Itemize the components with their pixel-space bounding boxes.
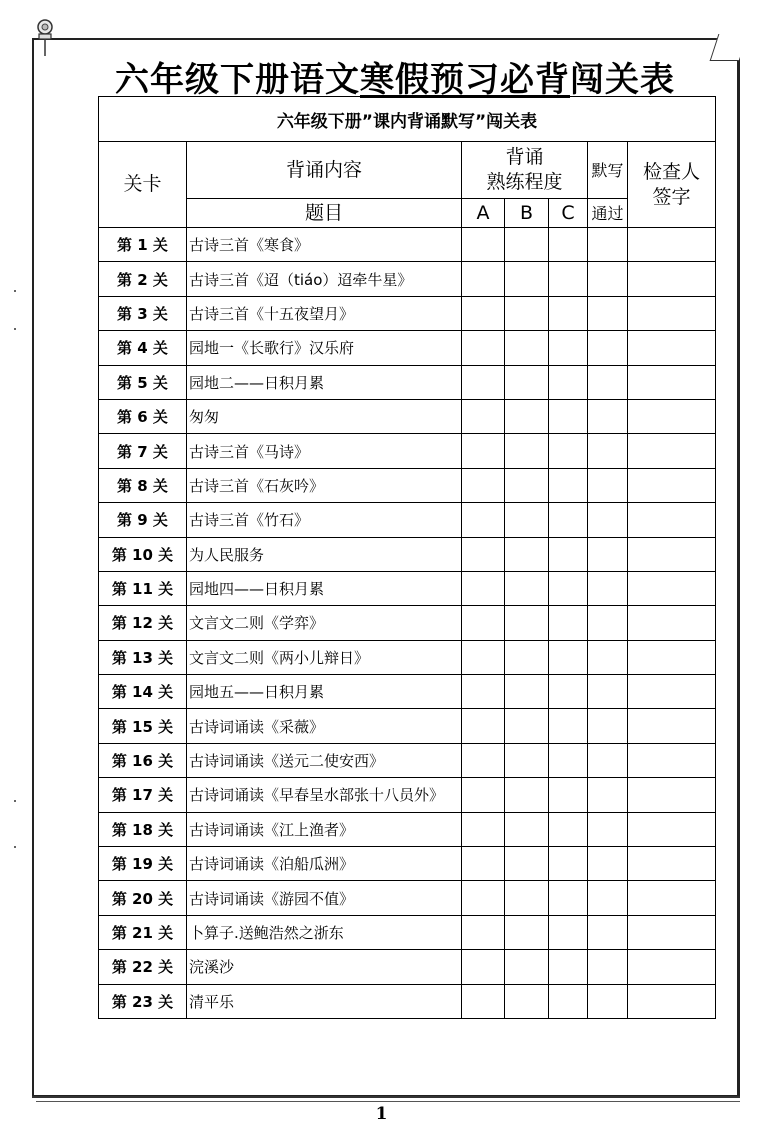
table-row <box>99 640 716 674</box>
grade-c-cell[interactable] <box>549 812 588 846</box>
grade-a-cell[interactable] <box>462 950 505 984</box>
signature-cell[interactable] <box>628 606 716 640</box>
grade-b-cell[interactable] <box>505 640 549 674</box>
grade-b-cell[interactable] <box>505 365 549 399</box>
grade-a-cell[interactable] <box>462 847 505 881</box>
grade-c-cell[interactable] <box>549 881 588 915</box>
table-row <box>99 675 716 709</box>
header-checker <box>628 142 716 228</box>
level-cell: 第 5 关 <box>99 365 187 399</box>
grade-c-cell[interactable] <box>549 262 588 296</box>
level-cell: 第 10 关 <box>99 537 187 571</box>
signature-cell[interactable] <box>628 743 716 777</box>
title-cell: 匆匆 <box>187 399 462 433</box>
table-row <box>99 331 716 365</box>
passed-cell[interactable] <box>588 296 628 330</box>
header-checker-line1: 检查人 <box>642 160 700 183</box>
grade-a-cell[interactable] <box>462 915 505 949</box>
header-content: 背诵内容 <box>187 142 462 199</box>
grade-a-cell[interactable] <box>462 365 505 399</box>
signature-cell[interactable] <box>628 468 716 502</box>
grade-a-cell[interactable] <box>462 984 505 1018</box>
header-dictation: 默写 <box>588 142 628 199</box>
passed-cell[interactable] <box>588 365 628 399</box>
signature-cell[interactable] <box>628 365 716 399</box>
header-grade-a: A <box>462 199 505 228</box>
level-cell: 第 6 关 <box>99 399 187 433</box>
passed-cell[interactable] <box>588 778 628 812</box>
level-cell: 第 21 关 <box>99 915 187 949</box>
grade-b-cell[interactable] <box>505 881 549 915</box>
scan-speck <box>14 800 16 802</box>
signature-cell[interactable] <box>628 915 716 949</box>
grade-b-cell[interactable] <box>505 675 549 709</box>
passed-cell[interactable] <box>588 399 628 433</box>
footer-divider-thin <box>36 1101 740 1102</box>
table-row <box>99 743 716 777</box>
signature-cell[interactable] <box>628 331 716 365</box>
level-cell: 第 9 关 <box>99 503 187 537</box>
level-cell: 第 17 关 <box>99 778 187 812</box>
passed-cell[interactable] <box>588 606 628 640</box>
level-cell: 第 18 关 <box>99 812 187 846</box>
title-cell: 文言文二则《学弈》 <box>187 606 462 640</box>
title-cell: 古诗三首《寒食》 <box>187 228 462 262</box>
grade-a-cell[interactable] <box>462 812 505 846</box>
grade-a-cell[interactable] <box>462 743 505 777</box>
grade-b-cell[interactable] <box>505 571 549 605</box>
grade-a-cell[interactable] <box>462 296 505 330</box>
signature-cell[interactable] <box>628 778 716 812</box>
grade-b-cell[interactable] <box>505 434 549 468</box>
grade-b-cell[interactable] <box>505 950 549 984</box>
grade-b-cell[interactable] <box>505 709 549 743</box>
table-row <box>99 709 716 743</box>
title-cell: 古诗三首《竹石》 <box>187 503 462 537</box>
grade-a-cell[interactable] <box>462 503 505 537</box>
passed-cell[interactable] <box>588 675 628 709</box>
title-cell: 古诗三首《迢（tiáo）迢牵牛星》 <box>187 262 462 296</box>
passed-cell[interactable] <box>588 881 628 915</box>
title-cell: 古诗词诵读《早春呈水部张十八员外》 <box>187 778 462 812</box>
grade-c-cell[interactable] <box>549 365 588 399</box>
passed-cell[interactable] <box>588 640 628 674</box>
footer-divider <box>32 1096 740 1098</box>
signature-cell[interactable] <box>628 640 716 674</box>
grade-b-cell[interactable] <box>505 812 549 846</box>
grade-c-cell[interactable] <box>549 709 588 743</box>
table-subtitle: 六年级下册”课内背诵默写”闯关表 <box>99 97 716 142</box>
title-part-1: 六年级下册语文 <box>115 60 360 100</box>
grade-c-cell[interactable] <box>549 537 588 571</box>
table-row <box>99 881 716 915</box>
grade-b-cell[interactable] <box>505 847 549 881</box>
level-cell: 第 7 关 <box>99 434 187 468</box>
checklist-table-wrapper <box>98 96 716 1019</box>
table-row <box>99 399 716 433</box>
passed-cell[interactable] <box>588 537 628 571</box>
grade-a-cell[interactable] <box>462 778 505 812</box>
signature-cell[interactable] <box>628 950 716 984</box>
level-cell: 第 2 关 <box>99 262 187 296</box>
signature-cell[interactable] <box>628 434 716 468</box>
table-row <box>99 434 716 468</box>
table-row <box>99 262 716 296</box>
grade-c-cell[interactable] <box>549 984 588 1018</box>
table-body <box>99 228 716 1019</box>
grade-c-cell[interactable] <box>549 640 588 674</box>
header-passed: 通过 <box>588 199 628 228</box>
grade-c-cell[interactable] <box>549 331 588 365</box>
grade-a-cell[interactable] <box>462 537 505 571</box>
signature-cell[interactable] <box>628 399 716 433</box>
signature-cell[interactable] <box>628 262 716 296</box>
passed-cell[interactable] <box>588 571 628 605</box>
grade-b-cell[interactable] <box>505 984 549 1018</box>
signature-cell[interactable] <box>628 847 716 881</box>
table-row <box>99 950 716 984</box>
signature-cell[interactable] <box>628 709 716 743</box>
passed-cell[interactable] <box>588 950 628 984</box>
passed-cell[interactable] <box>588 915 628 949</box>
level-cell: 第 14 关 <box>99 675 187 709</box>
level-cell: 第 22 关 <box>99 950 187 984</box>
scan-speck <box>14 328 16 330</box>
grade-a-cell[interactable] <box>462 881 505 915</box>
table-row <box>99 503 716 537</box>
level-cell: 第 12 关 <box>99 606 187 640</box>
table-row <box>99 537 716 571</box>
grade-c-cell[interactable] <box>549 399 588 433</box>
grade-c-cell[interactable] <box>549 675 588 709</box>
title-cell: 古诗词诵读《泊船瓜洲》 <box>187 847 462 881</box>
grade-c-cell[interactable] <box>549 296 588 330</box>
grade-b-cell[interactable] <box>505 331 549 365</box>
grade-a-cell[interactable] <box>462 468 505 502</box>
grade-a-cell[interactable] <box>462 606 505 640</box>
header-grade-c: C <box>549 199 588 228</box>
grade-c-cell[interactable] <box>549 571 588 605</box>
grade-b-cell[interactable] <box>505 537 549 571</box>
table-row <box>99 468 716 502</box>
scan-speck <box>14 290 16 292</box>
grade-b-cell[interactable] <box>505 262 549 296</box>
grade-a-cell[interactable] <box>462 228 505 262</box>
level-cell: 第 16 关 <box>99 743 187 777</box>
table-row <box>99 915 716 949</box>
signature-cell[interactable] <box>628 812 716 846</box>
title-cell: 古诗词诵读《采薇》 <box>187 709 462 743</box>
header-fluency-line2: 熟练程度 <box>486 171 563 193</box>
grade-b-cell[interactable] <box>505 503 549 537</box>
title-part-2: 寒假预习必背 <box>360 60 570 100</box>
passed-cell[interactable] <box>588 228 628 262</box>
title-cell: 古诗三首《马诗》 <box>187 434 462 468</box>
grade-a-cell[interactable] <box>462 399 505 433</box>
table-row <box>99 571 716 605</box>
signature-cell[interactable] <box>628 571 716 605</box>
scan-speck <box>14 846 16 848</box>
grade-c-cell[interactable] <box>549 847 588 881</box>
grade-a-cell[interactable] <box>462 571 505 605</box>
title-cell: 古诗词诵读《江上渔者》 <box>187 812 462 846</box>
grade-b-cell[interactable] <box>505 743 549 777</box>
title-part-3: 闯关表 <box>570 60 675 100</box>
signature-cell[interactable] <box>628 537 716 571</box>
grade-a-cell[interactable] <box>462 640 505 674</box>
level-cell: 第 3 关 <box>99 296 187 330</box>
header-level: 关卡 <box>99 142 187 228</box>
level-cell: 第 15 关 <box>99 709 187 743</box>
grade-a-cell[interactable] <box>462 709 505 743</box>
grade-c-cell[interactable] <box>549 606 588 640</box>
passed-cell[interactable] <box>588 262 628 296</box>
signature-cell[interactable] <box>628 228 716 262</box>
checklist-table <box>98 96 716 1019</box>
grade-a-cell[interactable] <box>462 675 505 709</box>
grade-c-cell[interactable] <box>549 915 588 949</box>
grade-c-cell[interactable] <box>549 468 588 502</box>
title-cell: 文言文二则《两小儿辩日》 <box>187 640 462 674</box>
level-cell: 第 11 关 <box>99 571 187 605</box>
header-grade-b: B <box>505 199 549 228</box>
page-number: 1 <box>375 1104 388 1124</box>
passed-cell[interactable] <box>588 434 628 468</box>
title-cell: 园地一《长歌行》汉乐府 <box>187 331 462 365</box>
table-row <box>99 984 716 1018</box>
passed-cell[interactable] <box>588 468 628 502</box>
signature-cell[interactable] <box>628 675 716 709</box>
table-row <box>99 228 716 262</box>
grade-b-cell[interactable] <box>505 915 549 949</box>
title-cell: 园地四——日积月累 <box>187 571 462 605</box>
signature-cell[interactable] <box>628 984 716 1018</box>
table-row <box>99 847 716 881</box>
level-cell: 第 19 关 <box>99 847 187 881</box>
passed-cell[interactable] <box>588 984 628 1018</box>
title-cell: 古诗词诵读《游园不值》 <box>187 881 462 915</box>
level-cell: 第 8 关 <box>99 468 187 502</box>
passed-cell[interactable] <box>588 743 628 777</box>
page-title <box>70 52 720 101</box>
title-cell: 浣溪沙 <box>187 950 462 984</box>
title-cell: 古诗词诵读《送元二使安西》 <box>187 743 462 777</box>
grade-b-cell[interactable] <box>505 606 549 640</box>
header-topic: 题目 <box>187 199 462 228</box>
title-cell: 古诗三首《十五夜望月》 <box>187 296 462 330</box>
grade-b-cell[interactable] <box>505 778 549 812</box>
table-row <box>99 365 716 399</box>
grade-b-cell[interactable] <box>505 296 549 330</box>
title-cell: 为人民服务 <box>187 537 462 571</box>
grade-c-cell[interactable] <box>549 228 588 262</box>
signature-cell[interactable] <box>628 296 716 330</box>
table-row <box>99 606 716 640</box>
grade-c-cell[interactable] <box>549 503 588 537</box>
title-cell: 古诗三首《石灰吟》 <box>187 468 462 502</box>
table-row <box>99 778 716 812</box>
passed-cell[interactable] <box>588 331 628 365</box>
grade-b-cell[interactable] <box>505 228 549 262</box>
level-cell: 第 23 关 <box>99 984 187 1018</box>
header-checker-line2: 签字 <box>652 185 691 208</box>
grade-c-cell[interactable] <box>549 950 588 984</box>
passed-cell[interactable] <box>588 812 628 846</box>
grade-b-cell[interactable] <box>505 399 549 433</box>
title-cell: 园地二——日积月累 <box>187 365 462 399</box>
signature-cell[interactable] <box>628 881 716 915</box>
passed-cell[interactable] <box>588 847 628 881</box>
pushpin-icon <box>34 18 56 60</box>
grade-c-cell[interactable] <box>549 778 588 812</box>
grade-c-cell[interactable] <box>549 434 588 468</box>
header-fluency <box>462 142 588 199</box>
table-row <box>99 812 716 846</box>
grade-b-cell[interactable] <box>505 468 549 502</box>
grade-a-cell[interactable] <box>462 434 505 468</box>
title-cell: 清平乐 <box>187 984 462 1018</box>
passed-cell[interactable] <box>588 503 628 537</box>
passed-cell[interactable] <box>588 709 628 743</box>
grade-a-cell[interactable] <box>462 262 505 296</box>
level-cell: 第 1 关 <box>99 228 187 262</box>
grade-c-cell[interactable] <box>549 743 588 777</box>
title-cell: 卜算子.送鲍浩然之浙东 <box>187 915 462 949</box>
grade-a-cell[interactable] <box>462 331 505 365</box>
signature-cell[interactable] <box>628 503 716 537</box>
level-cell: 第 4 关 <box>99 331 187 365</box>
level-cell: 第 20 关 <box>99 881 187 915</box>
title-cell: 园地五——日积月累 <box>187 675 462 709</box>
header-fluency-line1: 背诵 <box>505 146 544 168</box>
level-cell: 第 13 关 <box>99 640 187 674</box>
table-row <box>99 296 716 330</box>
